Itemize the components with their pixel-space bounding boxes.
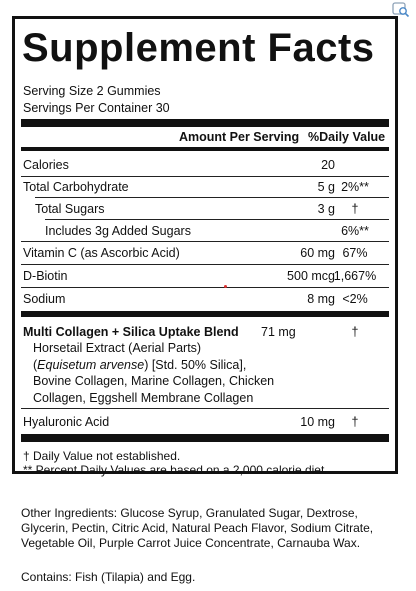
row-divider <box>21 176 389 177</box>
row-name: Vitamin C (as Ascorbic Acid) <box>23 246 180 260</box>
servings-per-container: Servings Per Container 30 <box>23 101 170 115</box>
footnote-percent: ** Percent Daily Values are based on a 2,000 calorie diet. <box>23 463 328 477</box>
row-divider <box>45 219 389 220</box>
row-dv: 1,667% <box>333 269 377 283</box>
row-dv: † <box>351 202 359 216</box>
hyaluronic-amount: 10 mg <box>300 415 335 429</box>
blend-divider <box>21 311 389 317</box>
footnote-dagger: † Daily Value not established. <box>23 449 181 463</box>
row-amount: 20 <box>321 158 335 172</box>
row-name: Total Carbohydrate <box>23 180 129 194</box>
blend-amount: 71 mg <box>261 325 296 339</box>
panel-title: Supplement Facts <box>22 26 375 70</box>
row-divider <box>21 408 389 409</box>
bottom-divider <box>21 434 389 442</box>
row-name: D-Biotin <box>23 269 68 283</box>
header-divider <box>21 147 389 151</box>
row-name: Calories <box>23 158 69 172</box>
row-divider <box>21 287 389 288</box>
row-dv: 6%** <box>341 224 369 238</box>
serving-size: Serving Size 2 Gummies <box>23 84 161 98</box>
row-dv: 67% <box>342 246 368 260</box>
hyaluronic-name: Hyaluronic Acid <box>23 415 110 429</box>
row-divider <box>35 197 389 198</box>
supplement-facts-panel <box>12 16 398 477</box>
row-amount: 500 mcg <box>287 269 335 283</box>
row-amount: 5 g <box>317 180 335 194</box>
row-divider <box>21 264 389 265</box>
blend-ingredient-line: Horsetail Extract (Aerial Parts) <box>33 341 202 355</box>
blend-ingredient-line: Bovine Collagen, Marine Collagen, Chicken <box>33 374 275 388</box>
row-name: Includes 3g Added Sugars <box>45 224 191 238</box>
blend-dv: † <box>351 325 359 339</box>
row-name: Total Sugars <box>35 202 105 216</box>
other-ingredients: Other Ingredients: Glucose Syrup, Granulated Sugar, Dextrose, Glycerin, Pectin, Citric Acid, Natural Peach Flavor, Sodium Citrate, Vegetable Oil, Purple Carrot Juice Concentrate, Carnauba Wax. <box>21 506 374 550</box>
amount-header: Amount Per Serving <box>179 130 300 144</box>
row-dv: <2% <box>342 292 368 306</box>
row-amount: 8 mg <box>307 292 335 306</box>
allergen-statement: Contains: Fish (Tilapia) and Egg. <box>21 570 196 584</box>
row-dv: 2%** <box>341 180 369 194</box>
row-name: Sodium <box>23 292 66 306</box>
row-amount: 3 g <box>317 202 335 216</box>
row-amount: 60 mg <box>300 246 335 260</box>
thick-divider <box>21 119 389 127</box>
dv-header: %Daily Value <box>308 130 386 144</box>
row-divider <box>21 241 389 242</box>
blend-name: Multi Collagen + Silica Uptake Blend <box>23 325 239 339</box>
hyaluronic-dv: † <box>351 415 359 429</box>
blend-ingredient-line: Collagen, Eggshell Membrane Collagen <box>33 390 254 405</box>
latin-name: Equisetum arvense <box>37 357 145 372</box>
blend-ingredient-line: (Equisetum arvense) [Std. 50% Silica], <box>33 357 247 372</box>
marker-dot <box>224 285 227 288</box>
